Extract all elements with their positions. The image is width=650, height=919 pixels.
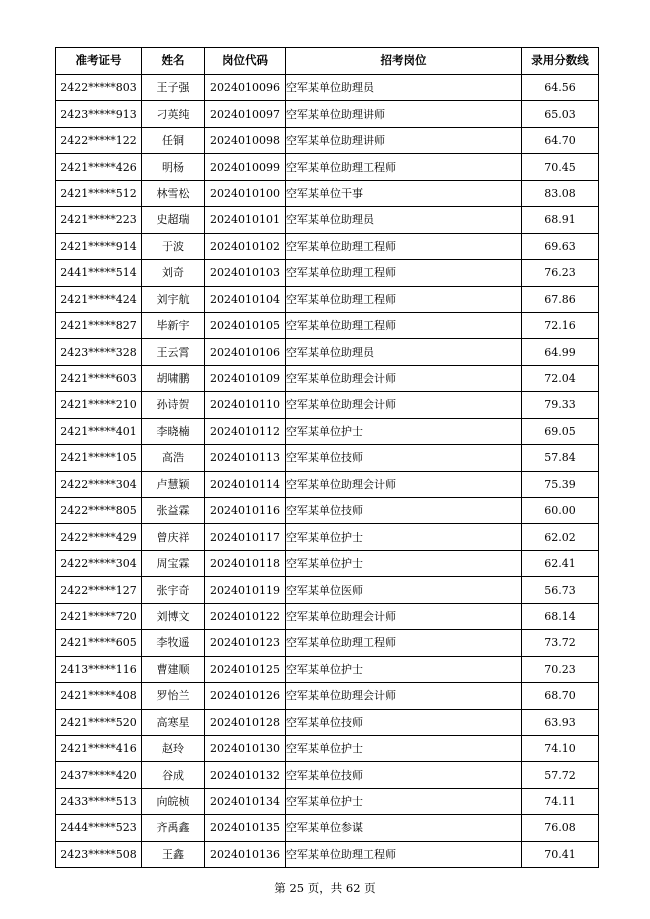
- table-row: [56, 762, 599, 788]
- name-cell: 刁英纯: [142, 101, 205, 127]
- table-row: [56, 630, 599, 656]
- position-cell: 空军某单位助理工程师: [286, 312, 522, 338]
- name-cell: 林雪松: [142, 180, 205, 206]
- table-row: [56, 603, 599, 629]
- score-cell: 64.99: [522, 339, 599, 365]
- table-row: [56, 101, 599, 127]
- exam-id-cell: 2421*****520: [56, 709, 142, 735]
- exam-id-cell: 2422*****304: [56, 471, 142, 497]
- position-cell: 空军某单位助理员: [286, 75, 522, 101]
- score-cell: 69.63: [522, 233, 599, 259]
- position-cell: 空军某单位助理会计师: [286, 683, 522, 709]
- score-table: [55, 47, 599, 868]
- score-cell: 64.56: [522, 75, 599, 101]
- position-code-cell: 2024010099: [205, 154, 286, 180]
- exam-id-cell: 2422*****122: [56, 127, 142, 153]
- name-cell: 于波: [142, 233, 205, 259]
- position-code-cell: 2024010109: [205, 365, 286, 391]
- position-code-cell: 2024010112: [205, 418, 286, 444]
- score-cell: 64.70: [522, 127, 599, 153]
- position-cell: 空军某单位助理员: [286, 339, 522, 365]
- table-row: [56, 788, 599, 814]
- position-cell: 空军某单位助理员: [286, 207, 522, 233]
- exam-id-cell: 2422*****127: [56, 577, 142, 603]
- position-cell: 空军某单位助理会计师: [286, 392, 522, 418]
- position-code-cell: 2024010123: [205, 630, 286, 656]
- name-cell: 卢慧颖: [142, 471, 205, 497]
- exam-id-cell: 2422*****304: [56, 550, 142, 576]
- name-cell: 张宇奇: [142, 577, 205, 603]
- position-cell: 空军某单位助理工程师: [286, 286, 522, 312]
- table-row: [56, 418, 599, 444]
- position-code-cell: 2024010122: [205, 603, 286, 629]
- exam-id-cell: 2421*****603: [56, 365, 142, 391]
- score-cell: 76.08: [522, 815, 599, 841]
- score-cell: 68.91: [522, 207, 599, 233]
- page-footer: [0, 880, 650, 896]
- position-code-cell: 2024010134: [205, 788, 286, 814]
- score-cell: 63.93: [522, 709, 599, 735]
- exam-id-cell: 2423*****328: [56, 339, 142, 365]
- table-row: [56, 735, 599, 761]
- header-score: 录用分数线: [522, 48, 599, 75]
- exam-id-cell: 2422*****429: [56, 524, 142, 550]
- exam-id-cell: 2421*****914: [56, 233, 142, 259]
- position-cell: 空军某单位助理工程师: [286, 154, 522, 180]
- position-code-cell: 2024010116: [205, 498, 286, 524]
- table-row: [56, 127, 599, 153]
- name-cell: 李牧遥: [142, 630, 205, 656]
- position-code-cell: 2024010114: [205, 471, 286, 497]
- exam-id-cell: 2423*****508: [56, 841, 142, 867]
- table-row: [56, 524, 599, 550]
- score-cell: 72.04: [522, 365, 599, 391]
- position-code-cell: 2024010098: [205, 127, 286, 153]
- name-cell: 毕新宇: [142, 312, 205, 338]
- score-cell: 69.05: [522, 418, 599, 444]
- table-row: [56, 75, 599, 101]
- exam-id-cell: 2421*****401: [56, 418, 142, 444]
- position-code-cell: 2024010125: [205, 656, 286, 682]
- exam-id-cell: 2421*****210: [56, 392, 142, 418]
- position-code-cell: 2024010103: [205, 260, 286, 286]
- score-cell: 70.23: [522, 656, 599, 682]
- table-row: [56, 577, 599, 603]
- exam-id-cell: 2421*****720: [56, 603, 142, 629]
- table-header: [56, 48, 599, 75]
- position-cell: 空军某单位助理讲师: [286, 127, 522, 153]
- table-row: [56, 445, 599, 471]
- score-cell: 60.00: [522, 498, 599, 524]
- position-code-cell: 2024010100: [205, 180, 286, 206]
- table-row: [56, 471, 599, 497]
- position-code-cell: 2024010126: [205, 683, 286, 709]
- position-code-cell: 2024010110: [205, 392, 286, 418]
- name-cell: 刘博文: [142, 603, 205, 629]
- position-code-cell: 2024010101: [205, 207, 286, 233]
- header-row: [56, 48, 599, 75]
- table-row: [56, 656, 599, 682]
- name-cell: 周宝霖: [142, 550, 205, 576]
- exam-id-cell: 2433*****513: [56, 788, 142, 814]
- exam-id-cell: 2441*****514: [56, 260, 142, 286]
- exam-id-cell: 2423*****913: [56, 101, 142, 127]
- position-code-cell: 2024010105: [205, 312, 286, 338]
- score-cell: 76.23: [522, 260, 599, 286]
- exam-id-cell: 2444*****523: [56, 815, 142, 841]
- position-code-cell: 2024010135: [205, 815, 286, 841]
- name-cell: 刘宇航: [142, 286, 205, 312]
- name-cell: 王鑫: [142, 841, 205, 867]
- name-cell: 胡啸鹏: [142, 365, 205, 391]
- exam-id-cell: 2437*****420: [56, 762, 142, 788]
- table-row: [56, 207, 599, 233]
- table-row: [56, 233, 599, 259]
- score-cell: 74.10: [522, 735, 599, 761]
- name-cell: 刘奇: [142, 260, 205, 286]
- score-cell: 57.72: [522, 762, 599, 788]
- table-row: [56, 550, 599, 576]
- exam-id-cell: 2413*****116: [56, 656, 142, 682]
- position-code-cell: 2024010117: [205, 524, 286, 550]
- score-cell: 68.70: [522, 683, 599, 709]
- position-cell: 空军某单位助理工程师: [286, 630, 522, 656]
- table-row: [56, 815, 599, 841]
- header-exam-id: 准考证号: [56, 48, 142, 75]
- position-cell: 空军某单位护士: [286, 788, 522, 814]
- table-row: [56, 683, 599, 709]
- score-cell: 67.86: [522, 286, 599, 312]
- table-row: [56, 180, 599, 206]
- table-row: [56, 154, 599, 180]
- name-cell: 曹建顺: [142, 656, 205, 682]
- name-cell: 张益霖: [142, 498, 205, 524]
- table-row: [56, 339, 599, 365]
- position-code-cell: 2024010119: [205, 577, 286, 603]
- position-cell: 空军某单位助理工程师: [286, 233, 522, 259]
- name-cell: 明杨: [142, 154, 205, 180]
- exam-id-cell: 2421*****105: [56, 445, 142, 471]
- position-code-cell: 2024010132: [205, 762, 286, 788]
- position-code-cell: 2024010102: [205, 233, 286, 259]
- name-cell: 齐禹鑫: [142, 815, 205, 841]
- name-cell: 高寒星: [142, 709, 205, 735]
- score-cell: 70.45: [522, 154, 599, 180]
- position-cell: 空军某单位护士: [286, 524, 522, 550]
- position-code-cell: 2024010097: [205, 101, 286, 127]
- position-cell: 空军某单位干事: [286, 180, 522, 206]
- exam-id-cell: 2421*****426: [56, 154, 142, 180]
- score-cell: 57.84: [522, 445, 599, 471]
- position-cell: 空军某单位医师: [286, 577, 522, 603]
- position-code-cell: 2024010113: [205, 445, 286, 471]
- position-code-cell: 2024010130: [205, 735, 286, 761]
- position-cell: 空军某单位助理会计师: [286, 471, 522, 497]
- score-cell: 70.41: [522, 841, 599, 867]
- name-cell: 王云霄: [142, 339, 205, 365]
- name-cell: 任铜: [142, 127, 205, 153]
- name-cell: 李晓楠: [142, 418, 205, 444]
- position-cell: 空军某单位护士: [286, 550, 522, 576]
- exam-id-cell: 2421*****424: [56, 286, 142, 312]
- header-position: 招考岗位: [286, 48, 522, 75]
- score-cell: 56.73: [522, 577, 599, 603]
- position-code-cell: 2024010104: [205, 286, 286, 312]
- position-code-cell: 2024010106: [205, 339, 286, 365]
- page-number-text: 第 25 页，共 62 页: [274, 881, 376, 895]
- score-cell: 79.33: [522, 392, 599, 418]
- table-row: [56, 841, 599, 867]
- position-cell: 空军某单位参谋: [286, 815, 522, 841]
- position-code-cell: 2024010128: [205, 709, 286, 735]
- exam-id-cell: 2421*****223: [56, 207, 142, 233]
- table-body: [56, 75, 599, 868]
- header-name: 姓名: [142, 48, 205, 75]
- name-cell: 罗怡兰: [142, 683, 205, 709]
- name-cell: 高浩: [142, 445, 205, 471]
- header-position-code: 岗位代码: [205, 48, 286, 75]
- score-cell: 68.14: [522, 603, 599, 629]
- exam-id-cell: 2422*****803: [56, 75, 142, 101]
- exam-id-cell: 2421*****605: [56, 630, 142, 656]
- name-cell: 史超瑞: [142, 207, 205, 233]
- table-row: [56, 365, 599, 391]
- name-cell: 赵玲: [142, 735, 205, 761]
- position-cell: 空军某单位技师: [286, 445, 522, 471]
- score-cell: 74.11: [522, 788, 599, 814]
- table-row: [56, 286, 599, 312]
- score-cell: 65.03: [522, 101, 599, 127]
- name-cell: 曾庆祥: [142, 524, 205, 550]
- name-cell: 向皖桢: [142, 788, 205, 814]
- position-cell: 空军某单位技师: [286, 762, 522, 788]
- name-cell: 王子强: [142, 75, 205, 101]
- position-cell: 空军某单位助理会计师: [286, 603, 522, 629]
- position-cell: 空军某单位助理会计师: [286, 365, 522, 391]
- position-code-cell: 2024010136: [205, 841, 286, 867]
- exam-id-cell: 2421*****827: [56, 312, 142, 338]
- position-cell: 空军某单位技师: [286, 709, 522, 735]
- name-cell: 孙诗贺: [142, 392, 205, 418]
- exam-id-cell: 2421*****416: [56, 735, 142, 761]
- exam-id-cell: 2421*****408: [56, 683, 142, 709]
- position-cell: 空军某单位助理讲师: [286, 101, 522, 127]
- position-code-cell: 2024010118: [205, 550, 286, 576]
- score-cell: 62.41: [522, 550, 599, 576]
- table-row: [56, 498, 599, 524]
- table-row: [56, 392, 599, 418]
- position-cell: 空军某单位护士: [286, 656, 522, 682]
- position-cell: 空军某单位护士: [286, 735, 522, 761]
- table-row: [56, 260, 599, 286]
- exam-id-cell: 2421*****512: [56, 180, 142, 206]
- score-cell: 73.72: [522, 630, 599, 656]
- position-cell: 空军某单位助理工程师: [286, 841, 522, 867]
- table-row: [56, 709, 599, 735]
- position-code-cell: 2024010096: [205, 75, 286, 101]
- score-cell: 83.08: [522, 180, 599, 206]
- position-cell: 空军某单位技师: [286, 498, 522, 524]
- table-row: [56, 312, 599, 338]
- score-cell: 75.39: [522, 471, 599, 497]
- position-cell: 空军某单位助理工程师: [286, 260, 522, 286]
- name-cell: 谷成: [142, 762, 205, 788]
- score-cell: 62.02: [522, 524, 599, 550]
- position-cell: 空军某单位护士: [286, 418, 522, 444]
- exam-id-cell: 2422*****805: [56, 498, 142, 524]
- score-cell: 72.16: [522, 312, 599, 338]
